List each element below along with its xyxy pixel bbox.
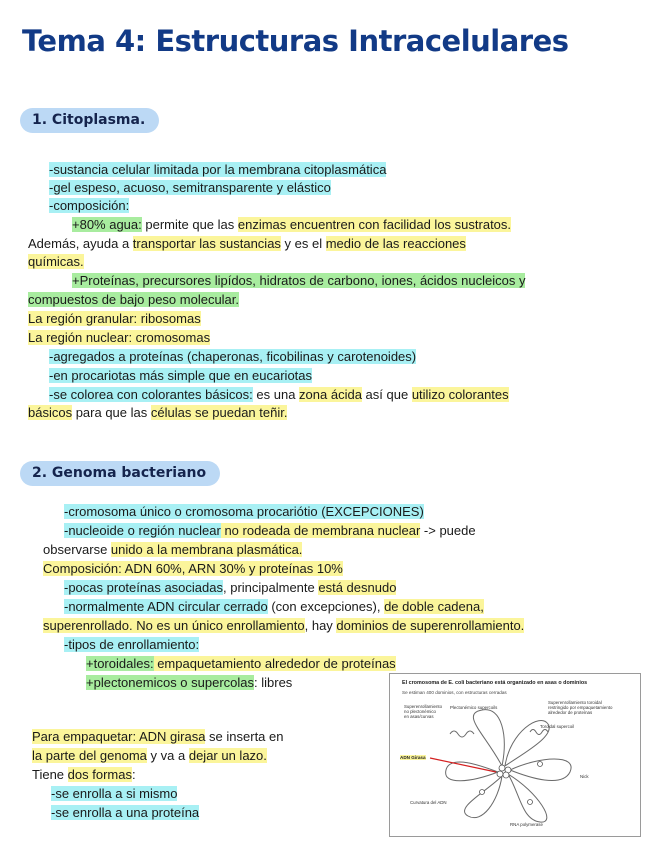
- text-line: [28, 330, 210, 346]
- label-proteins-right: Superenrollamiento toroidal restringido por empaquetamiento alrededor de proteínas: [548, 700, 613, 715]
- highlight: -gel espeso, acuoso, semitransparente y elástico: [49, 180, 331, 195]
- text-span: (con excepciones),: [267, 599, 385, 614]
- highlight: superenrollado. No es un único enrollamiento: [43, 618, 305, 633]
- label-plectonemic: Plectonémico supercoils: [450, 705, 498, 710]
- label-nick: Nick: [580, 774, 589, 779]
- text-line: [86, 656, 396, 672]
- highlight: la parte del genoma: [32, 748, 147, 763]
- text-line: [49, 387, 509, 403]
- label-curvature: Curvatura del ADN: [410, 800, 447, 805]
- highlight: +toroidales:: [86, 656, 154, 671]
- figure-title: El cromosoma de E. coli bacteriano está organizado en asas o dominios: [402, 680, 588, 686]
- highlight: células se puedan teñir.: [150, 405, 288, 420]
- highlight: está desnudo: [318, 580, 397, 595]
- text-span: : libres: [254, 675, 293, 690]
- text-line: [49, 198, 129, 214]
- text-line: [72, 217, 511, 233]
- text-line: [49, 368, 312, 384]
- highlight: Para empaquetar: ADN girasa: [32, 729, 206, 744]
- highlight: +80% agua:: [72, 217, 142, 232]
- text-line: [28, 405, 287, 421]
- text-line: [49, 349, 416, 365]
- dna-loop: [446, 762, 498, 781]
- highlight: +Proteínas, precursores lipídos, hidratos de carbono, iones, ácidos nucleicos y: [72, 273, 526, 288]
- text-line: [64, 504, 424, 520]
- text-line: [28, 292, 239, 308]
- highlight: utilizo colorantes: [411, 387, 509, 402]
- highlight: +plectonemicos o supercolas: [86, 675, 255, 690]
- text-line: [51, 786, 177, 802]
- text-span: y es el: [280, 236, 326, 251]
- highlight: de doble cadena,: [384, 599, 484, 614]
- highlight: compuestos de bajo peso molecular.: [28, 292, 240, 307]
- highlight: enzimas encuentren con facilidad los sustratos.: [237, 217, 512, 232]
- highlight: transportar las sustancias: [132, 236, 281, 251]
- highlight: La región nuclear: cromosomas: [28, 330, 211, 345]
- text-span: se inserta en: [205, 729, 284, 744]
- text-line: [43, 618, 524, 634]
- highlight: -cromosoma único o cromosoma procariótio (EXCEPCIONES): [64, 504, 424, 519]
- text-span: para que las: [72, 405, 151, 420]
- text-span: Además, ayuda a: [28, 236, 133, 251]
- highlight: -se enrolla a una proteína: [51, 805, 200, 820]
- text-span: así que: [361, 387, 412, 402]
- text-line: [32, 748, 267, 764]
- protein-bead: [480, 790, 485, 795]
- highlight: -composición:: [49, 198, 130, 213]
- highlight: -tipos de enrollamiento:: [64, 637, 200, 652]
- highlight: medio de las reacciones: [325, 236, 466, 251]
- text-line: [64, 599, 484, 615]
- highlight: químicas.: [28, 254, 84, 269]
- highlight: dos formas: [67, 767, 132, 782]
- dna-coil: [530, 730, 548, 735]
- protein-bead: [538, 762, 543, 767]
- highlight: -sustancia celular limitada por la membrana citoplasmática: [49, 162, 387, 177]
- text-span: , hay: [304, 618, 337, 633]
- text-line: [64, 523, 476, 539]
- highlight: -se enrolla a si mismo: [51, 786, 178, 801]
- text-line: [32, 729, 283, 745]
- text-span: :: [131, 767, 136, 782]
- highlight: -nucleoide o región nuclear: [64, 523, 221, 538]
- protein-bead: [499, 765, 505, 771]
- text-line: [28, 311, 201, 327]
- highlight: empaquetamiento alrededor de proteínas: [153, 656, 396, 671]
- gyrase-arrow: [430, 758, 496, 772]
- highlight: zona ácida: [299, 387, 362, 402]
- protein-bead: [497, 771, 503, 777]
- label-polymerase: RNA polymerase: [510, 822, 543, 827]
- highlight: Composición: ADN 60%, ARN 30% y proteínas 10%: [43, 561, 343, 576]
- text-span: , principalmente: [222, 580, 319, 595]
- highlight: -se colorea con colorantes básicos:: [49, 387, 253, 402]
- text-line: [49, 162, 386, 178]
- highlight: -pocas proteínas asociadas: [64, 580, 223, 595]
- label-gyrase: ADN Girasa: [400, 755, 426, 760]
- text-span: Tiene: [32, 767, 68, 782]
- text-line: [43, 542, 302, 558]
- highlight: dejar un lazo.: [188, 748, 267, 763]
- page-title: Tema 4: Estructuras Intracelulares: [22, 24, 569, 58]
- highlight: -agregados a proteínas (chaperonas, ficobilinas y carotenoides): [49, 349, 417, 364]
- text-span: permite que las: [141, 217, 238, 232]
- text-line: [28, 236, 466, 252]
- section-heading-citoplasma: 1. Citoplasma.: [20, 108, 159, 133]
- text-line: [43, 561, 343, 577]
- text-span: y va a: [146, 748, 189, 763]
- dna-coil: [450, 731, 474, 737]
- text-line: [86, 675, 292, 691]
- highlight: -en procariotas más simple que en eucariotas: [49, 368, 313, 383]
- highlight: La región granular: ribosomas: [28, 311, 201, 326]
- text-line: [28, 254, 84, 270]
- text-span: es una: [252, 387, 300, 402]
- chromosome-figure: [389, 673, 641, 837]
- text-line: [64, 580, 396, 596]
- highlight: unido a la membrana plasmática.: [110, 542, 303, 557]
- chromosome-diagram: [390, 674, 640, 836]
- text-line: [72, 273, 525, 289]
- text-span: -> puede: [420, 523, 476, 538]
- label-proteins-left: Superenrollamiento no plectonémico en asas/curvas: [404, 704, 443, 719]
- text-span: observarse: [43, 542, 111, 557]
- section-heading-genoma: 2. Genoma bacteriano: [20, 461, 220, 486]
- dna-loop: [473, 710, 504, 766]
- highlight: dominios de superenrollamiento.: [336, 618, 525, 633]
- text-line: [49, 180, 331, 196]
- text-line: [64, 637, 199, 653]
- text-line: [32, 767, 136, 783]
- dna-loop: [465, 776, 502, 818]
- dna-loop: [508, 774, 547, 822]
- highlight: -normalmente ADN circular cerrado: [64, 599, 268, 614]
- figure-subtitle: Se estiman 400 dominios, con estructuras cerradas: [402, 690, 507, 695]
- protein-bead: [503, 772, 509, 778]
- highlight: no rodeada de membrana nuclear: [220, 523, 421, 538]
- label-toroidal: Toroidal supercoil: [540, 724, 575, 729]
- text-line: [51, 805, 199, 821]
- protein-bead: [528, 800, 533, 805]
- highlight: básicos: [28, 405, 73, 420]
